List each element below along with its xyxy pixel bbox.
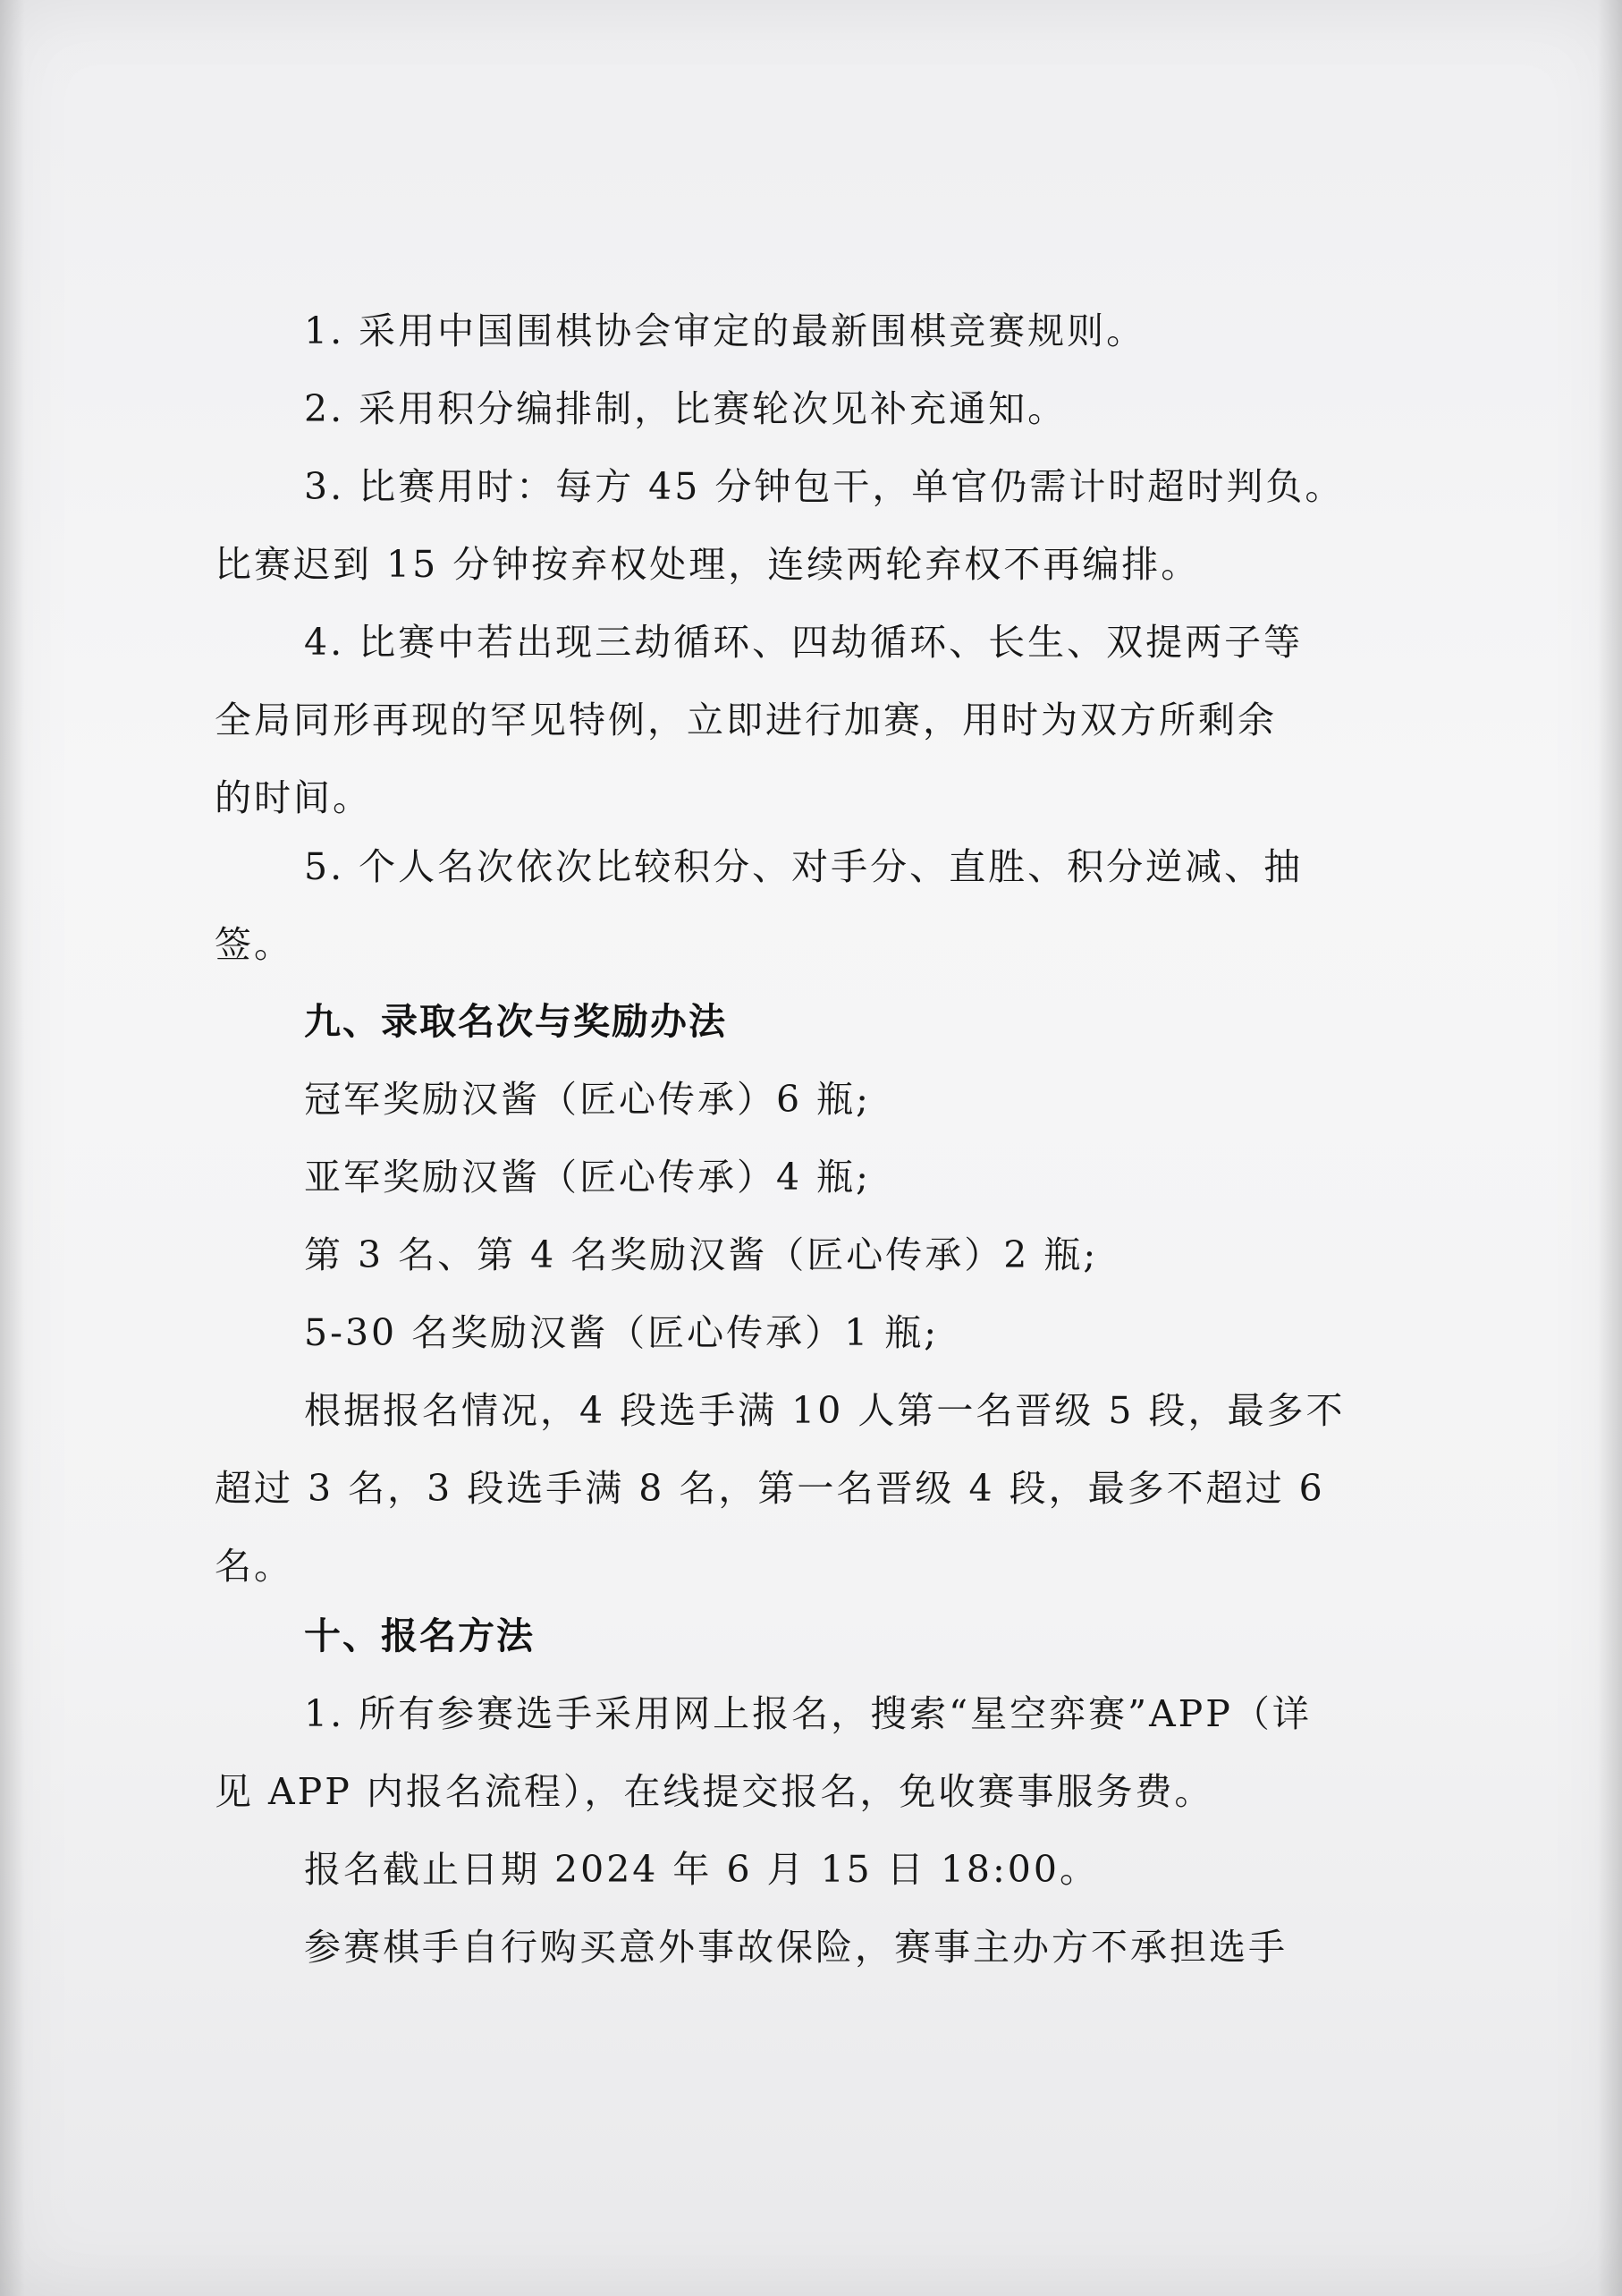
rule-item-3-line-1: 3. 比赛用时：每方 45 分钟包干，单官仍需计时超时判负。 [304, 465, 1345, 508]
rule-item-4-line-3: 的时间。 [215, 776, 372, 819]
page-left-edge-shadow [0, 0, 25, 2296]
award-champion: 冠军奖励汉酱（匠心传承）6 瓶; [304, 1078, 871, 1121]
rule-item-1: 1. 采用中国围棋协会审定的最新围棋竞赛规则。 [304, 309, 1146, 352]
registration-heading: 十、报名方法 [304, 1614, 535, 1657]
registration-method-line-1: 1. 所有参赛选手采用网上报名，搜索“星空弈赛”APP（详 [304, 1692, 1312, 1735]
rule-item-3-line-2: 比赛迟到 15 分钟按弃权处理，连续两轮弃权不再编排。 [215, 543, 1201, 586]
rule-item-4-line-2: 全局同形再现的罕见特例，立即进行加赛，用时为双方所剩余 [215, 699, 1277, 741]
registration-method-line-2: 见 APP 内报名流程），在线提交报名，免收赛事服务费。 [215, 1770, 1214, 1813]
registration-deadline: 报名截止日期 2024 年 6 月 15 日 18:00。 [304, 1848, 1099, 1891]
award-fifth-to-thirtieth: 5-30 名奖励汉酱（匠心传承）1 瓶; [304, 1311, 940, 1354]
award-third-fourth: 第 3 名、第 4 名奖励汉酱（匠心传承）2 瓶; [304, 1233, 1099, 1276]
awards-heading: 九、录取名次与奖励办法 [304, 1000, 727, 1043]
insurance-note: 参赛棋手自行购买意外事故保险，赛事主办方不承担选手 [304, 1926, 1288, 1969]
rule-item-4-line-1: 4. 比赛中若出现三劫循环、四劫循环、长生、双提两子等 [304, 621, 1304, 664]
rule-item-5-line-1: 5. 个人名次依次比较积分、对手分、直胜、积分逆减、抽 [304, 845, 1304, 888]
rule-item-2: 2. 采用积分编排制，比赛轮次见补充通知。 [304, 387, 1068, 430]
promotion-rule-line-1: 根据报名情况，4 段选手满 10 人第一名晋级 5 段，最多不 [304, 1389, 1346, 1432]
promotion-rule-line-3: 名。 [215, 1545, 293, 1588]
award-runner-up: 亚军奖励汉酱（匠心传承）4 瓶; [304, 1156, 871, 1199]
page-right-edge-shadow [1597, 0, 1622, 2296]
promotion-rule-line-2: 超过 3 名，3 段选手满 8 名，第一名晋级 4 段，最多不超过 6 [215, 1467, 1325, 1510]
rule-item-5-line-2: 签。 [215, 923, 293, 966]
